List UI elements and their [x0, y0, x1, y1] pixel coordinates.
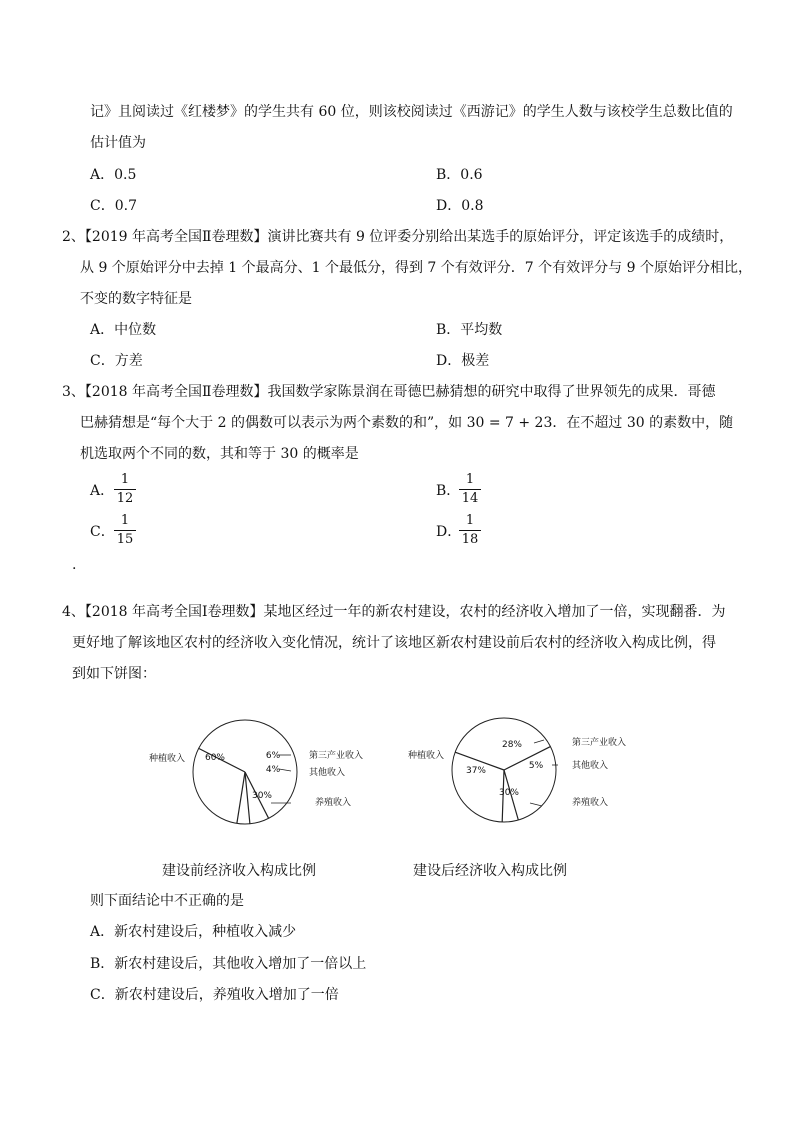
- pie-slice-value-label: 60%: [204, 753, 226, 763]
- q4-option-b: B．新农村建设后，其他收入增加了一倍以上: [90, 956, 367, 972]
- pie-category-label: 种植收入: [149, 754, 186, 764]
- pie-slice-value-label: 30%: [251, 791, 273, 801]
- pie-category-label: 养殖收入: [572, 798, 609, 808]
- pie-slice-value-label: 28%: [501, 740, 523, 750]
- q3-option-b-fraction: [459, 472, 481, 507]
- q2-option-b: B．平均数: [436, 322, 503, 338]
- fraction-denominator: 12: [116, 491, 134, 506]
- pie-chart-before: [149, 720, 363, 824]
- pie-before-caption: 建设前经济收入构成比例: [162, 863, 316, 879]
- pie-category-label: 其他收入: [572, 761, 609, 771]
- pie-slice-value-label: 37%: [465, 766, 487, 776]
- q3-option-a-label: A．: [90, 483, 115, 499]
- q3-line-3: 机选取两个不同的数，其和等于 30 的概率是: [80, 446, 359, 462]
- fraction-bar: [114, 489, 136, 490]
- q2-option-c: C．方差: [90, 353, 143, 369]
- fraction-bar: [459, 489, 481, 490]
- pie-after-caption: 建设后经济收入构成比例: [413, 863, 567, 879]
- q2-option-a: A．中位数: [90, 322, 157, 338]
- q3-option-c-label: C．: [90, 524, 115, 540]
- pie-category-label: 种植收入: [408, 751, 445, 761]
- pie-slice-value-label: 6%: [265, 751, 281, 761]
- fraction-numerator: 1: [465, 472, 475, 487]
- q3-option-a-fraction: [114, 472, 136, 507]
- fraction-bar: [114, 530, 136, 531]
- q4-option-c: C．新农村建设后，养殖收入增加了一倍: [90, 987, 339, 1003]
- pie-slice-value-label: 30%: [498, 788, 520, 798]
- fraction-bar: [459, 530, 481, 531]
- q2-option-d: D．极差: [436, 353, 490, 369]
- q4-line-2: 更好地了解该地区农村的经济收入变化情况，统计了该地区新农村建设前后农村的经济收入构成比例，得: [72, 635, 716, 651]
- q3-option-c-fraction: [114, 513, 136, 548]
- pie-category-label: 第三产业收入: [572, 738, 627, 748]
- stray-dot: .: [72, 557, 77, 573]
- q1-line-2: 估计值为: [90, 135, 146, 151]
- q2-line-1: 2、【2019 年高考全国Ⅱ卷理数】演讲比赛共有 9 位评委分别给出某选手的原始评分，评定该选手的成绩时，: [62, 229, 734, 245]
- pie-chart-after: [408, 718, 626, 822]
- q4-line-3: 到如下饼图：: [72, 666, 156, 682]
- q1-option-a: A．0.5: [90, 167, 137, 183]
- q1-line-1: 记》且阅读过《红楼梦》的学生共有 60 位，则该校阅读过《西游记》的学生人数与该校学生总数比值的: [90, 104, 733, 120]
- q4-option-a: A．新农村建设后，种植收入减少: [90, 924, 297, 940]
- fraction-denominator: 14: [461, 491, 479, 506]
- pie-category-label: 养殖收入: [315, 798, 352, 808]
- pie-charts: [0, 710, 794, 850]
- fraction-numerator: 1: [120, 472, 130, 487]
- q3-line-2: 巴赫猜想是“每个大于 2 的偶数可以表示为两个素数的和”，如 30 = 7 + 23．在不超过 30 的素数中，随: [80, 415, 734, 431]
- q3-option-d-label: D．: [436, 524, 462, 540]
- fraction-denominator: 18: [461, 532, 479, 547]
- q4-prompt: 则下面结论中不正确的是: [90, 893, 244, 909]
- q1-option-b: B．0.6: [436, 167, 483, 183]
- q1-option-c: C．0.7: [90, 198, 137, 214]
- q3-option-b-label: B．: [436, 483, 461, 499]
- fraction-denominator: 15: [116, 532, 134, 547]
- pie-category-label: 第三产业收入: [309, 751, 364, 761]
- fraction-numerator: 1: [465, 513, 475, 528]
- q2-line-2: 从 9 个原始评分中去掉 1 个最高分、1 个最低分，得到 7 个有效评分．7 个有效评分与 9 个原始评分相比，: [80, 260, 752, 276]
- pie-slice-value-label: 5%: [528, 761, 544, 771]
- q3-option-d-fraction: [459, 513, 481, 548]
- q4-line-1: 4、【2018 年高考全国Ⅰ卷理数】某地区经过一年的新农村建设，农村的经济收入增加了一倍，实现翻番．为: [62, 604, 726, 620]
- q3-line-1: 3、【2018 年高考全国Ⅱ卷理数】我国数学家陈景润在哥德巴赫猜想的研究中取得了世界领先的成果．哥德: [62, 384, 716, 400]
- q2-line-3: 不变的数字特征是: [80, 291, 192, 307]
- pie-category-label: 其他收入: [309, 768, 346, 778]
- fraction-numerator: 1: [120, 513, 130, 528]
- q1-option-d: D．0.8: [436, 198, 484, 214]
- pie-slice-value-label: 4%: [265, 765, 281, 775]
